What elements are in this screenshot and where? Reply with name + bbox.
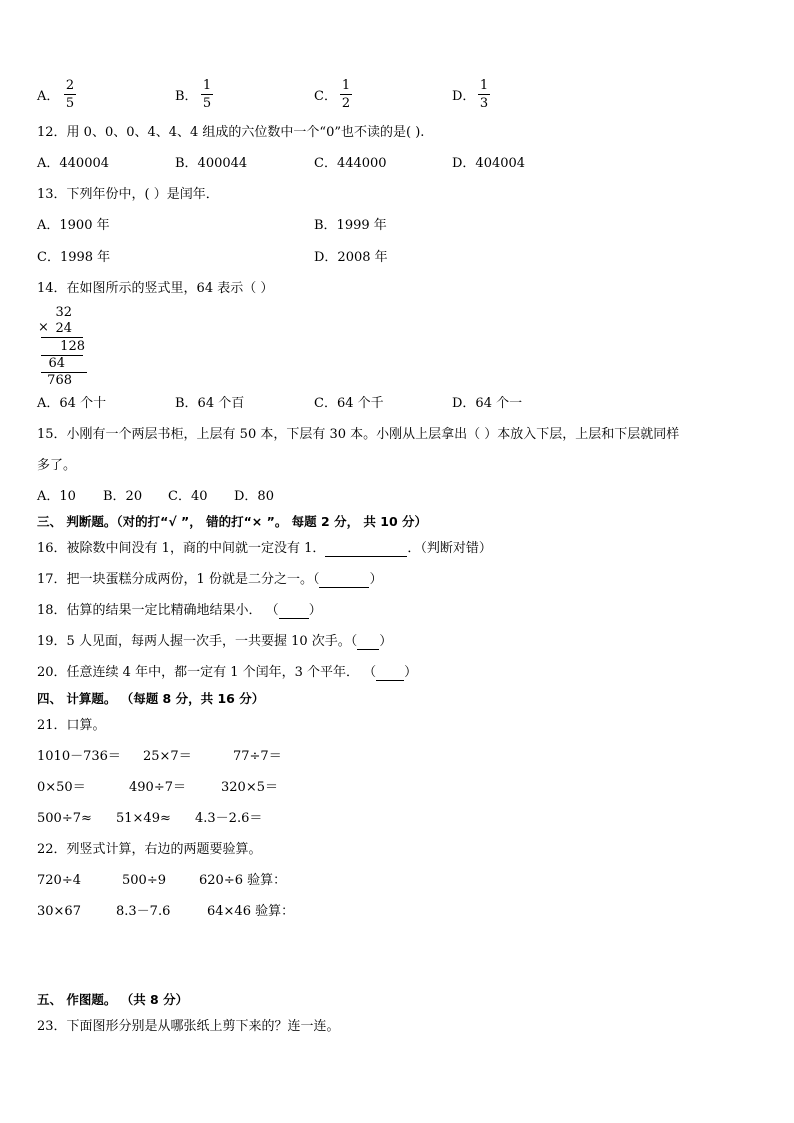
q17-suffix: ） bbox=[369, 572, 383, 587]
q17-text: 17．把一块蛋糕分成两份，1 份就是二分之一。（ bbox=[37, 572, 320, 587]
q16-text: 16．被除数中间没有 1，商的中间就一定没有 1． bbox=[37, 541, 326, 556]
section-4-title: 四、 计算题。 （每题 8 分，共 16 分） bbox=[37, 691, 265, 706]
q20-text: 20．任意连续 4 年中，都一定有 1 个闰年，3 个平年． （ bbox=[37, 665, 377, 680]
fraction-numerator: 1 bbox=[341, 78, 351, 93]
q19-statement bbox=[37, 634, 392, 650]
q15-stem-line-2: 多了。 bbox=[37, 458, 77, 473]
q15-option-d[interactable]: D．80 bbox=[234, 489, 274, 504]
q13-option-a[interactable]: A．1900 年 bbox=[37, 218, 110, 233]
q20-suffix: ） bbox=[404, 665, 418, 680]
q14-option-d[interactable]: D．64 个一 bbox=[452, 396, 523, 411]
q21-item: 1010－736＝ bbox=[37, 749, 121, 764]
q16-statement bbox=[37, 541, 492, 557]
q13-option-d[interactable]: D．2008 年 bbox=[314, 250, 388, 265]
vertical-partial-product-1: 128 bbox=[60, 339, 85, 354]
section-5-title: 五、 作图题。 （共 8 分） bbox=[37, 992, 189, 1007]
q22-stem: 22．列竖式计算，右边的两题要验算。 bbox=[37, 842, 262, 857]
q15-option-c[interactable]: C．40 bbox=[168, 489, 208, 504]
fraction-denominator: 5 bbox=[65, 96, 75, 111]
q12-option-d[interactable]: D．404004 bbox=[452, 156, 526, 171]
q12-option-b[interactable]: B．400044 bbox=[175, 156, 248, 171]
q21-item: 320×5＝ bbox=[221, 780, 278, 795]
q22-item: 500÷9 bbox=[122, 873, 166, 888]
q17-statement bbox=[37, 572, 382, 588]
q21-stem: 21．口算。 bbox=[37, 718, 106, 733]
q11-option-d-fraction bbox=[478, 78, 490, 111]
q18-text: 18．估算的结果一定比精确地结果小． （ bbox=[37, 603, 279, 618]
q18-suffix: ） bbox=[308, 603, 322, 618]
q11-option-a-letter[interactable]: A． bbox=[37, 89, 60, 104]
q21-item: 77÷7＝ bbox=[233, 749, 282, 764]
q19-text: 19．5 人见面，每两人握一次手，一共要握 10 次手。（ bbox=[37, 634, 358, 649]
q16-suffix: ．（判断对错） bbox=[407, 541, 492, 556]
q14-stem: 14．在如图所示的竖式里，64 表示（ ） bbox=[37, 281, 274, 296]
q18-statement bbox=[37, 603, 322, 619]
q16-answer-blank[interactable] bbox=[325, 544, 407, 557]
q13-stem: 13．下列年份中，( ）是闰年． bbox=[37, 187, 219, 202]
q11-option-c-letter[interactable]: C． bbox=[314, 89, 337, 104]
q12-option-a[interactable]: A．440004 bbox=[37, 156, 110, 171]
fraction-denominator: 5 bbox=[202, 96, 212, 111]
fraction-numerator: 1 bbox=[202, 78, 212, 93]
q11-option-b-fraction bbox=[201, 78, 213, 111]
fraction-denominator: 2 bbox=[341, 96, 351, 111]
q20-statement bbox=[37, 665, 417, 681]
q11-option-a-fraction bbox=[64, 78, 76, 111]
q13-option-b[interactable]: B．1999 年 bbox=[314, 218, 387, 233]
fraction-numerator: 2 bbox=[65, 78, 75, 93]
q21-item: 25×7＝ bbox=[143, 749, 192, 764]
q20-answer-blank[interactable] bbox=[376, 668, 404, 681]
q21-item: 4.3－2.6＝ bbox=[195, 811, 263, 826]
q21-item: 0×50＝ bbox=[37, 780, 86, 795]
q22-item: 30×67 bbox=[37, 904, 81, 919]
q11-option-b-letter[interactable]: B． bbox=[175, 89, 198, 104]
section-3-title: 三、 判断题。（对的打“√ ”， 错的打“× ”。 每题 2 分， 共 10 分） bbox=[37, 514, 428, 529]
q23-stem: 23．下面图形分别是从哪张纸上剪下来的？连一连。 bbox=[37, 1019, 340, 1034]
q17-answer-blank[interactable] bbox=[319, 575, 369, 588]
vertical-result: 768 bbox=[47, 373, 72, 388]
vertical-partial-product-2: 64 bbox=[48, 356, 65, 371]
q15-stem-line-1: 15．小刚有一个两层书柜，上层有 50 本，下层有 30 本。小刚从上层拿出（ ）本放入下层，上层和下层就同样 bbox=[37, 427, 680, 442]
q14-option-a[interactable]: A．64 个十 bbox=[37, 396, 107, 411]
q14-option-c[interactable]: C．64 个千 bbox=[314, 396, 384, 411]
q18-answer-blank[interactable] bbox=[279, 606, 309, 619]
q14-option-b[interactable]: B．64 个百 bbox=[175, 396, 245, 411]
vertical-multiplier: 24 bbox=[55, 321, 72, 336]
times-sign: × bbox=[38, 320, 49, 335]
q22-item: 620÷6 验算： bbox=[199, 873, 287, 888]
q11-option-c-fraction bbox=[340, 78, 352, 111]
q19-answer-blank[interactable] bbox=[357, 637, 379, 650]
q15-option-a[interactable]: A．10 bbox=[37, 489, 76, 504]
vertical-rule-1 bbox=[41, 337, 83, 338]
fraction-denominator: 3 bbox=[479, 96, 489, 111]
q22-item: 720÷4 bbox=[37, 873, 81, 888]
q13-option-c[interactable]: C．1998 年 bbox=[37, 250, 111, 265]
vertical-top-number: 32 bbox=[55, 305, 72, 320]
q21-item: 500÷7≈ bbox=[37, 811, 92, 826]
q12-option-c[interactable]: C．444000 bbox=[314, 156, 387, 171]
q11-option-d-letter[interactable]: D． bbox=[452, 89, 476, 104]
q21-item: 51×49≈ bbox=[116, 811, 171, 826]
q21-item: 490÷7＝ bbox=[129, 780, 186, 795]
q22-item: 8.3－7.6 bbox=[116, 904, 171, 919]
q19-suffix: ） bbox=[379, 634, 393, 649]
q15-option-b[interactable]: B．20 bbox=[103, 489, 143, 504]
q12-stem: 12．用 0、0、0、4、4、4 组成的六位数中一个“0”也不读的是( ). bbox=[37, 125, 425, 140]
q22-item: 64×46 验算： bbox=[207, 904, 295, 919]
fraction-numerator: 1 bbox=[479, 78, 489, 93]
